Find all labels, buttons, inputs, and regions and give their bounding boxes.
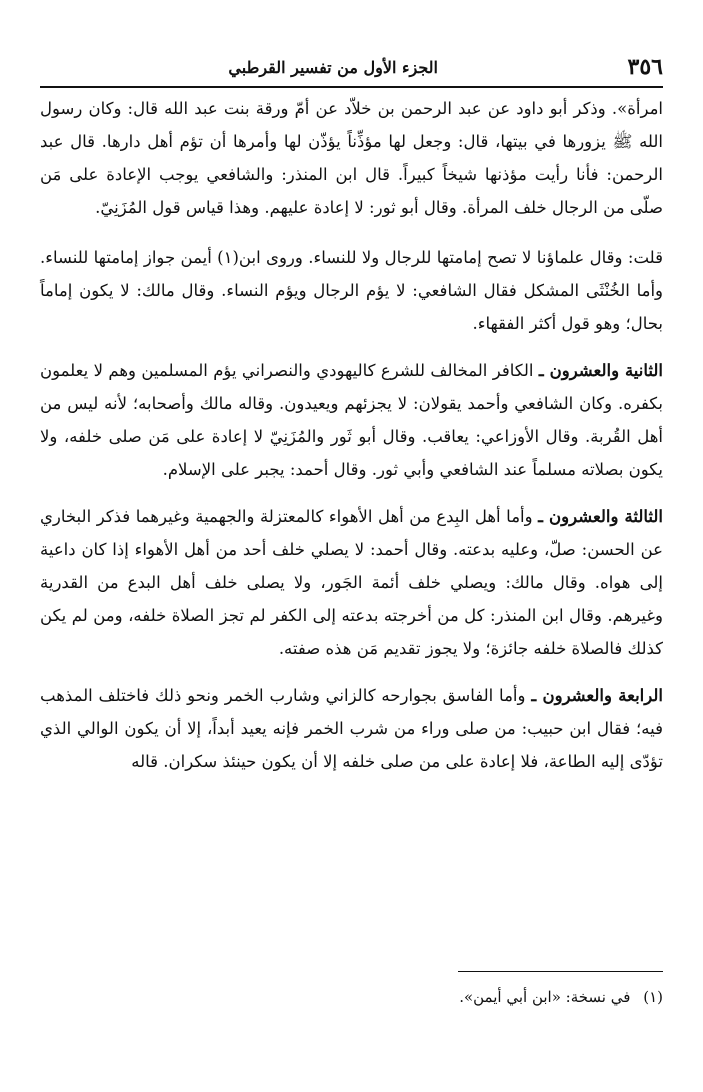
paragraph-text: امرأة». وذكر أبو داود عن عبد الرحمن بن خلاّد عن أمّ ورقة بنت عبد الله قال: وكان رسول الله ﷺ يزورها في بيتها، قال: وجعل لها مؤذِّناً يؤذّن لها وأمرها أن تؤم أهل دارها. قال عبد الرحمن: فأنا رأيت مؤذنها شيخاً كبيراً. قال ابن المنذر: والشافعي يوجب الإعادة على مَن صلّى من الرجال خلف المرأة. وقال أبو ثور: لا إعادة عليهم. وهذا قياس قول المُزَنِيّ. (40, 99, 663, 217)
paragraph-1 (40, 92, 663, 224)
page-number: ٣٥٦ (627, 54, 663, 80)
paragraph-heading: الثالثة والعشرون ـ (538, 507, 663, 526)
paragraph-2 (40, 241, 663, 340)
footnote-rule (458, 971, 663, 972)
paragraph-5 (40, 679, 663, 778)
running-title: الجزء الأول من تفسير القرطبي (228, 58, 438, 77)
paragraph-heading: الثانية والعشرون ـ (538, 361, 663, 380)
paragraph-heading: الرابعة والعشرون ـ (531, 686, 663, 705)
footnote-marker: (١) (643, 988, 663, 1006)
paragraph-3 (40, 354, 663, 486)
paragraph-text: قلت: وقال علماؤنا لا تصح إمامتها للرجال ولا للنساء. وروى ابن(١) أيمن جواز إمامتها للنساء. وأما الخُنْثَى المشكل فقال الشافعي: لا يؤم الرجال ويؤم النساء. وقال مالك: لا يكون إماماً بحال؛ وهو قول أكثر الفقهاء. (40, 248, 663, 333)
paragraph-text: الكافر المخالف للشرع كاليهودي والنصراني يؤم المسلمين وهم لا يعلمون بكفره. وكان الشافعي وأحمد يقولان: لا يجزئهم ويعيدون. وقاله مالك وأصحابه؛ لأنه ليس من أهل القُربة. وقال الأوزاعي: يعاقب. وقال أبو ثَور والمُزَنِيّ لا إعادة على مَن صلى خلفه، ولا يكون بصلاته مسلماً عند الشافعي وأبي ثور. وقال أحمد: يجبر على الإسلام. (40, 361, 663, 479)
page-header (40, 52, 663, 86)
paragraph-text: وأما الفاسق بجوارحه كالزاني وشارب الخمر ونحو ذلك فاختلف المذهب فيه؛ فقال ابن حبيب: من صلى وراء من شرب الخمر فإنه يعيد أبداً، إلا أن يكون الوالي الذي تؤدّى إليه الطاعة، فلا إعادة على من صلى خلفه إلا أن يكون حينئذ سكران. قاله (40, 686, 663, 771)
footnote-text: في نسخة: «ابن أبي أيمن». (459, 988, 631, 1006)
header-rule (40, 86, 663, 88)
footnote (40, 984, 663, 1010)
paragraph-4 (40, 500, 663, 665)
page-body (40, 92, 663, 792)
paragraph-text: وأما أهل البِدع من أهل الأهواء كالمعتزلة والجهمية وغيرهما فذكر البخاري عن الحسن: صلّ، وعليه بدعته. وقال أحمد: لا يصلي خلف أحد من أهل الأهواء إذا كان داعية إلى هواه. وقال مالك: ويصلي خلف أئمة الجَور، ولا يصلى خلف أهل البدع من القدرية وغيرهم. وقال ابن المنذر: كل من أخرجته بدعته إلى الكفر لم تجز الصلاة خلفه، ومن لم يكن كذلك فالصلاة خلفه جائزة؛ ولا يجوز تقديم مَن هذه صفته. (40, 507, 663, 658)
